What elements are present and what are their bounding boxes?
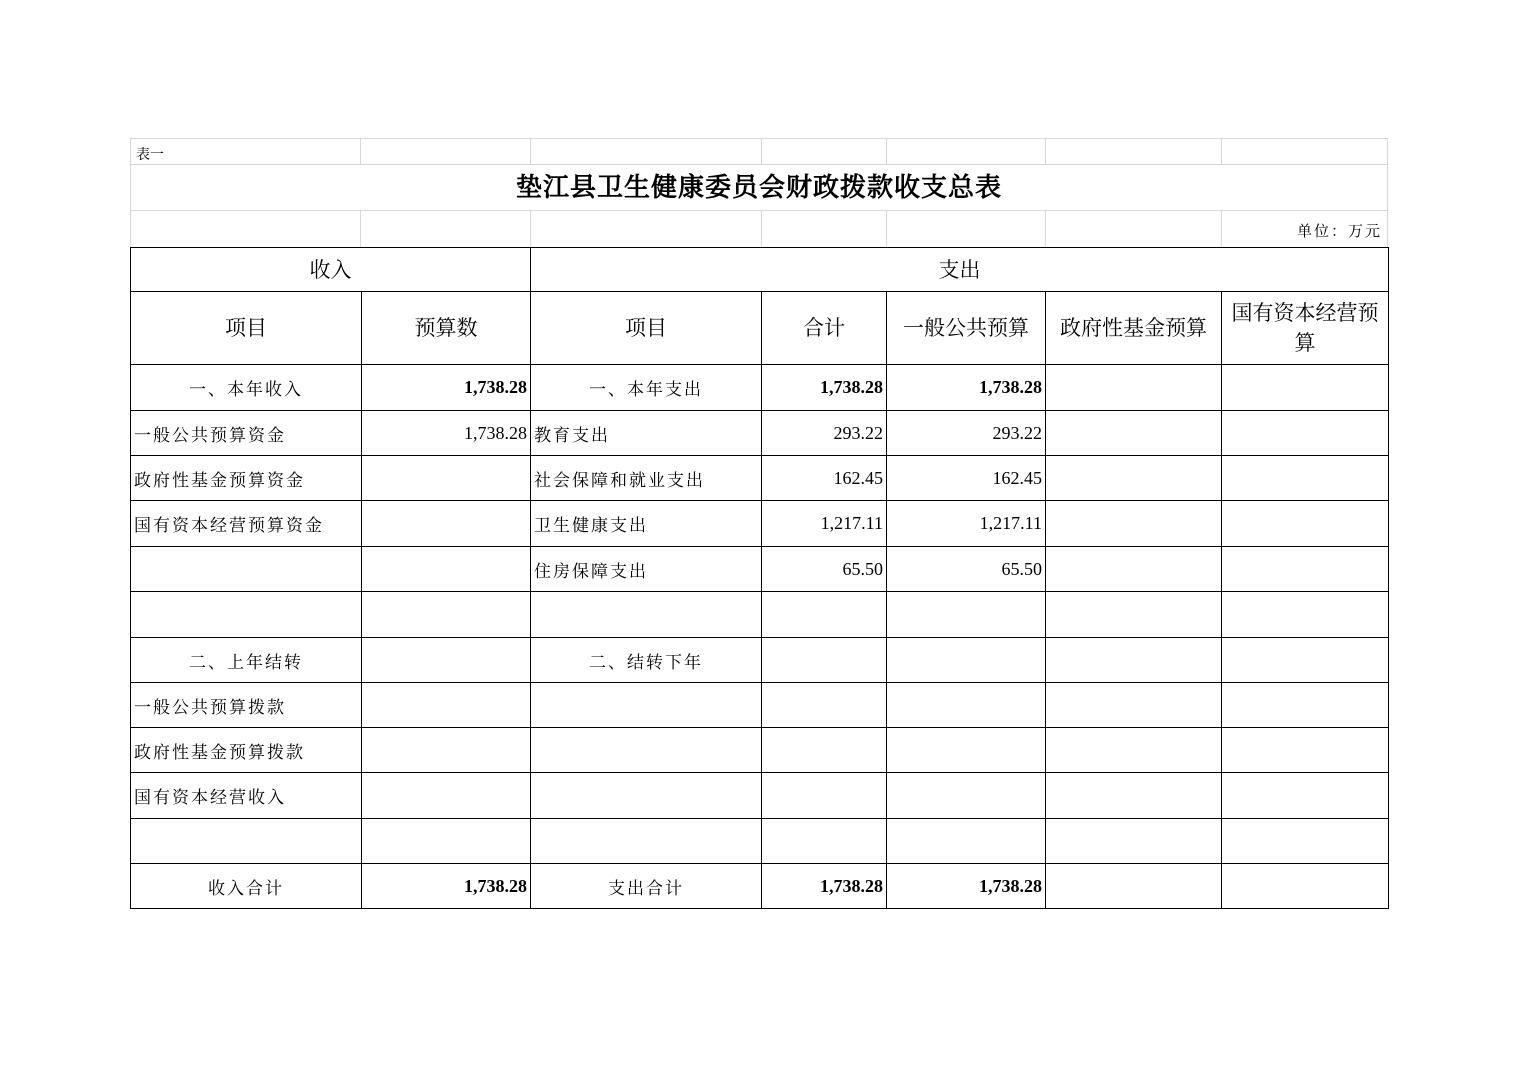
state-capital-header: 国有资本经营预算: [1222, 292, 1389, 365]
income-value-cell: [362, 773, 531, 819]
general-budget-cell: [887, 683, 1046, 728]
income-item-cell: 一般公共预算拨款: [131, 683, 362, 728]
general-budget-cell: [887, 728, 1046, 773]
title-row: [130, 164, 1388, 210]
state-capital-cell: [1222, 456, 1389, 501]
total-cell: 65.50: [762, 547, 887, 592]
column-header-row: [131, 292, 1389, 365]
state-capital-cell: [1222, 638, 1389, 683]
income-item-cell: [131, 592, 362, 638]
label-row: [130, 138, 1388, 164]
total-cell: [762, 592, 887, 638]
income-value-cell: [362, 728, 531, 773]
income-value-cell: [362, 592, 531, 638]
general-budget-cell: 1,217.11: [887, 501, 1046, 547]
income-item-cell: [131, 819, 362, 864]
sheet-preamble: [130, 138, 1388, 247]
table-row: [131, 411, 1389, 456]
income-value-cell: 1,738.28: [362, 365, 531, 411]
gov-fund-cell: [1046, 819, 1222, 864]
income-header: 收入: [131, 248, 531, 292]
general-budget-cell: [887, 592, 1046, 638]
expense-item-cell: 二、结转下年: [531, 638, 762, 683]
table-row: [131, 728, 1389, 773]
gov-fund-cell: [1046, 411, 1222, 456]
general-budget-cell: 162.45: [887, 456, 1046, 501]
table-row: [131, 773, 1389, 819]
general-budget-cell: 293.22: [887, 411, 1046, 456]
table-row: [131, 501, 1389, 547]
group-header-row: [131, 248, 1389, 292]
expense-item-header: 项目: [531, 292, 762, 365]
gov-fund-cell: [1046, 728, 1222, 773]
state-capital-cell: [1222, 728, 1389, 773]
page-title: 垫江县卫生健康委员会财政拨款收支总表: [515, 173, 1002, 203]
unit-row: [130, 210, 1388, 247]
expense-item-cell: 教育支出: [531, 411, 762, 456]
expense-item-cell: 支出合计: [531, 864, 762, 909]
budget-table: [130, 247, 1389, 909]
unit-label: 单位：万元: [1296, 222, 1382, 240]
state-capital-cell: [1222, 411, 1389, 456]
total-cell: 1,738.28: [762, 864, 887, 909]
table-row: [131, 638, 1389, 683]
general-budget-cell: [887, 819, 1046, 864]
expense-header: 支出: [531, 248, 1389, 292]
income-item-header: 项目: [131, 292, 362, 365]
total-cell: [762, 773, 887, 819]
income-item-cell: 一、本年收入: [131, 365, 362, 411]
table-row: [131, 365, 1389, 411]
general-budget-cell: 65.50: [887, 547, 1046, 592]
income-item-cell: 一般公共预算资金: [131, 411, 362, 456]
financial-summary-sheet: [130, 138, 1388, 909]
gov-fund-cell: [1046, 501, 1222, 547]
table-row: [131, 547, 1389, 592]
total-cell: [762, 819, 887, 864]
table-label: 表一: [136, 147, 164, 163]
table-row: [131, 819, 1389, 864]
table-row: [131, 592, 1389, 638]
expense-item-cell: [531, 819, 762, 864]
total-header: 合计: [762, 292, 887, 365]
total-cell: 162.45: [762, 456, 887, 501]
table-body: [131, 365, 1389, 909]
gov-fund-cell: [1046, 547, 1222, 592]
expense-item-cell: [531, 773, 762, 819]
state-capital-cell: [1222, 819, 1389, 864]
gov-fund-cell: [1046, 638, 1222, 683]
expense-item-cell: 社会保障和就业支出: [531, 456, 762, 501]
total-cell: 1,217.11: [762, 501, 887, 547]
state-capital-cell: [1222, 592, 1389, 638]
state-capital-cell: [1222, 365, 1389, 411]
expense-item-cell: [531, 728, 762, 773]
income-value-cell: [362, 638, 531, 683]
expense-item-cell: [531, 683, 762, 728]
state-capital-cell: [1222, 773, 1389, 819]
income-value-cell: [362, 501, 531, 547]
table-row: [131, 456, 1389, 501]
table-row: [131, 864, 1389, 909]
state-capital-cell: [1222, 683, 1389, 728]
income-item-cell: 国有资本经营收入: [131, 773, 362, 819]
income-value-cell: 1,738.28: [362, 864, 531, 909]
total-cell: 1,738.28: [762, 365, 887, 411]
general-budget-header: 一般公共预算: [887, 292, 1046, 365]
expense-item-cell: [531, 592, 762, 638]
general-budget-cell: 1,738.28: [887, 365, 1046, 411]
general-budget-cell: [887, 773, 1046, 819]
gov-fund-cell: [1046, 365, 1222, 411]
income-item-cell: 收入合计: [131, 864, 362, 909]
state-capital-cell: [1222, 864, 1389, 909]
income-item-cell: [131, 547, 362, 592]
gov-fund-cell: [1046, 773, 1222, 819]
income-item-cell: 国有资本经营预算资金: [131, 501, 362, 547]
state-capital-cell: [1222, 501, 1389, 547]
income-item-cell: 二、上年结转: [131, 638, 362, 683]
income-value-cell: [362, 819, 531, 864]
gov-fund-cell: [1046, 456, 1222, 501]
income-item-cell: 政府性基金预算资金: [131, 456, 362, 501]
expense-item-cell: 一、本年支出: [531, 365, 762, 411]
general-budget-cell: 1,738.28: [887, 864, 1046, 909]
total-cell: [762, 638, 887, 683]
total-cell: 293.22: [762, 411, 887, 456]
table-row: [131, 683, 1389, 728]
budget-header: 预算数: [362, 292, 531, 365]
income-value-cell: [362, 547, 531, 592]
gov-fund-header: 政府性基金预算: [1046, 292, 1222, 365]
gov-fund-cell: [1046, 683, 1222, 728]
total-cell: [762, 683, 887, 728]
general-budget-cell: [887, 638, 1046, 683]
expense-item-cell: 卫生健康支出: [531, 501, 762, 547]
expense-item-cell: 住房保障支出: [531, 547, 762, 592]
gov-fund-cell: [1046, 592, 1222, 638]
income-value-cell: 1,738.28: [362, 411, 531, 456]
total-cell: [762, 728, 887, 773]
income-item-cell: 政府性基金预算拨款: [131, 728, 362, 773]
income-value-cell: [362, 683, 531, 728]
income-value-cell: [362, 456, 531, 501]
state-capital-cell: [1222, 547, 1389, 592]
gov-fund-cell: [1046, 864, 1222, 909]
